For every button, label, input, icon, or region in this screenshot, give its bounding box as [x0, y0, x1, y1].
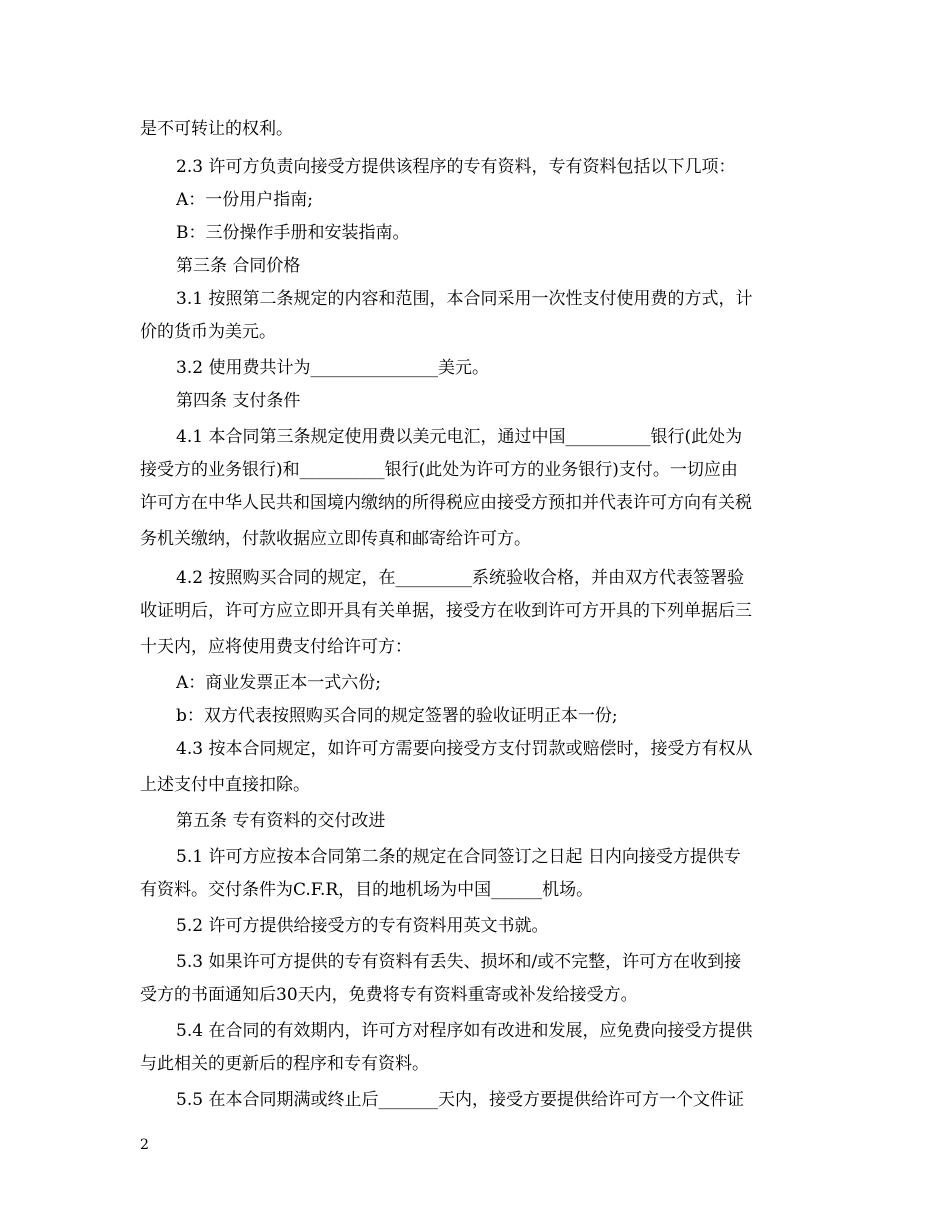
text-line: 5.4 在合同的有效期内，许可方对程序如有改进和发展，应免费向接受方提供 [176, 1021, 753, 1041]
text-line: 务机关缴纳，付款收据应立即传真和邮寄给许可方。 [140, 529, 531, 549]
text-line: 受方的书面通知后30天内，免费将专有资料重寄或补发给接受方。 [140, 985, 638, 1005]
text-line: 4.2 按照购买合同的规定，在_________系统验收合格，并由双方代表签署验 [176, 568, 744, 588]
text-line: 5.2 许可方提供给接受方的专有资料用英文书就。 [176, 916, 549, 936]
page-number: 2 [140, 1137, 149, 1153]
text-line: 5.1 许可方应按本合同第二条的规定在合同签订之日起 日内向接受方提供专 [176, 847, 741, 867]
text-line: A：商业发票正本一式六份; [176, 673, 382, 693]
text-line: 2.3 许可方负责向接受方提供该程序的专有资料，专有资料包括以下几项： [176, 157, 736, 177]
text-line: 4.3 按本合同规定，如许可方需要向接受方支付罚款或赔偿时，接受方有权从 [176, 739, 753, 759]
text-line: 5.5 在本合同期满或终止后_______天内，接受方要提供给许可方一个文件证 [176, 1090, 744, 1110]
section-heading: 第四条 支付条件 [176, 391, 301, 411]
text-line: 许可方在中华人民共和国境内缴纳的所得税应由接受方预扣并代表许可方向有关税 [140, 493, 752, 513]
text-line: 3.1 按照第二条规定的内容和范围，本合同采用一次性支付使用费的方式，计 [176, 289, 753, 309]
text-line: 是不可转让的权利。 [140, 119, 293, 139]
section-heading: 第三条 合同价格 [176, 256, 301, 276]
text-line: 有资料。交付条件为C.F.R，目的地机场为中国______机场。 [140, 880, 594, 900]
text-line: 接受方的业务银行)和__________银行(此处为许可方的业务银行)支付。一切应由 [140, 460, 738, 480]
section-heading: 第五条 专有资料的交付改进 [176, 811, 386, 831]
text-line: 与此相关的更新后的程序和专有资料。 [140, 1054, 429, 1074]
text-line: A：一份用户指南; [176, 190, 314, 210]
text-line: B：三份操作手册和安装指南。 [176, 223, 410, 243]
text-line: 3.2 使用费共计为_______________美元。 [176, 358, 489, 378]
text-line: b：双方代表按照购买合同的规定签署的验收证明正本一份; [176, 706, 618, 726]
text-line: 十天内，应将使用费支付给许可方： [140, 637, 412, 657]
text-line: 价的货币为美元。 [140, 322, 276, 342]
text-line: 上述支付中直接扣除。 [140, 775, 310, 795]
text-line: 收证明后，许可方应立即开具有关单据，接受方在收到许可方开具的下列单据后三 [140, 601, 752, 621]
text-line: 5.3 如果许可方提供的专有资料有丢失、损坏和/或不完整，许可方在收到接 [176, 952, 742, 972]
text-line: 4.1 本合同第三条规定使用费以美元电汇，通过中国__________银行(此处为 [176, 427, 743, 447]
